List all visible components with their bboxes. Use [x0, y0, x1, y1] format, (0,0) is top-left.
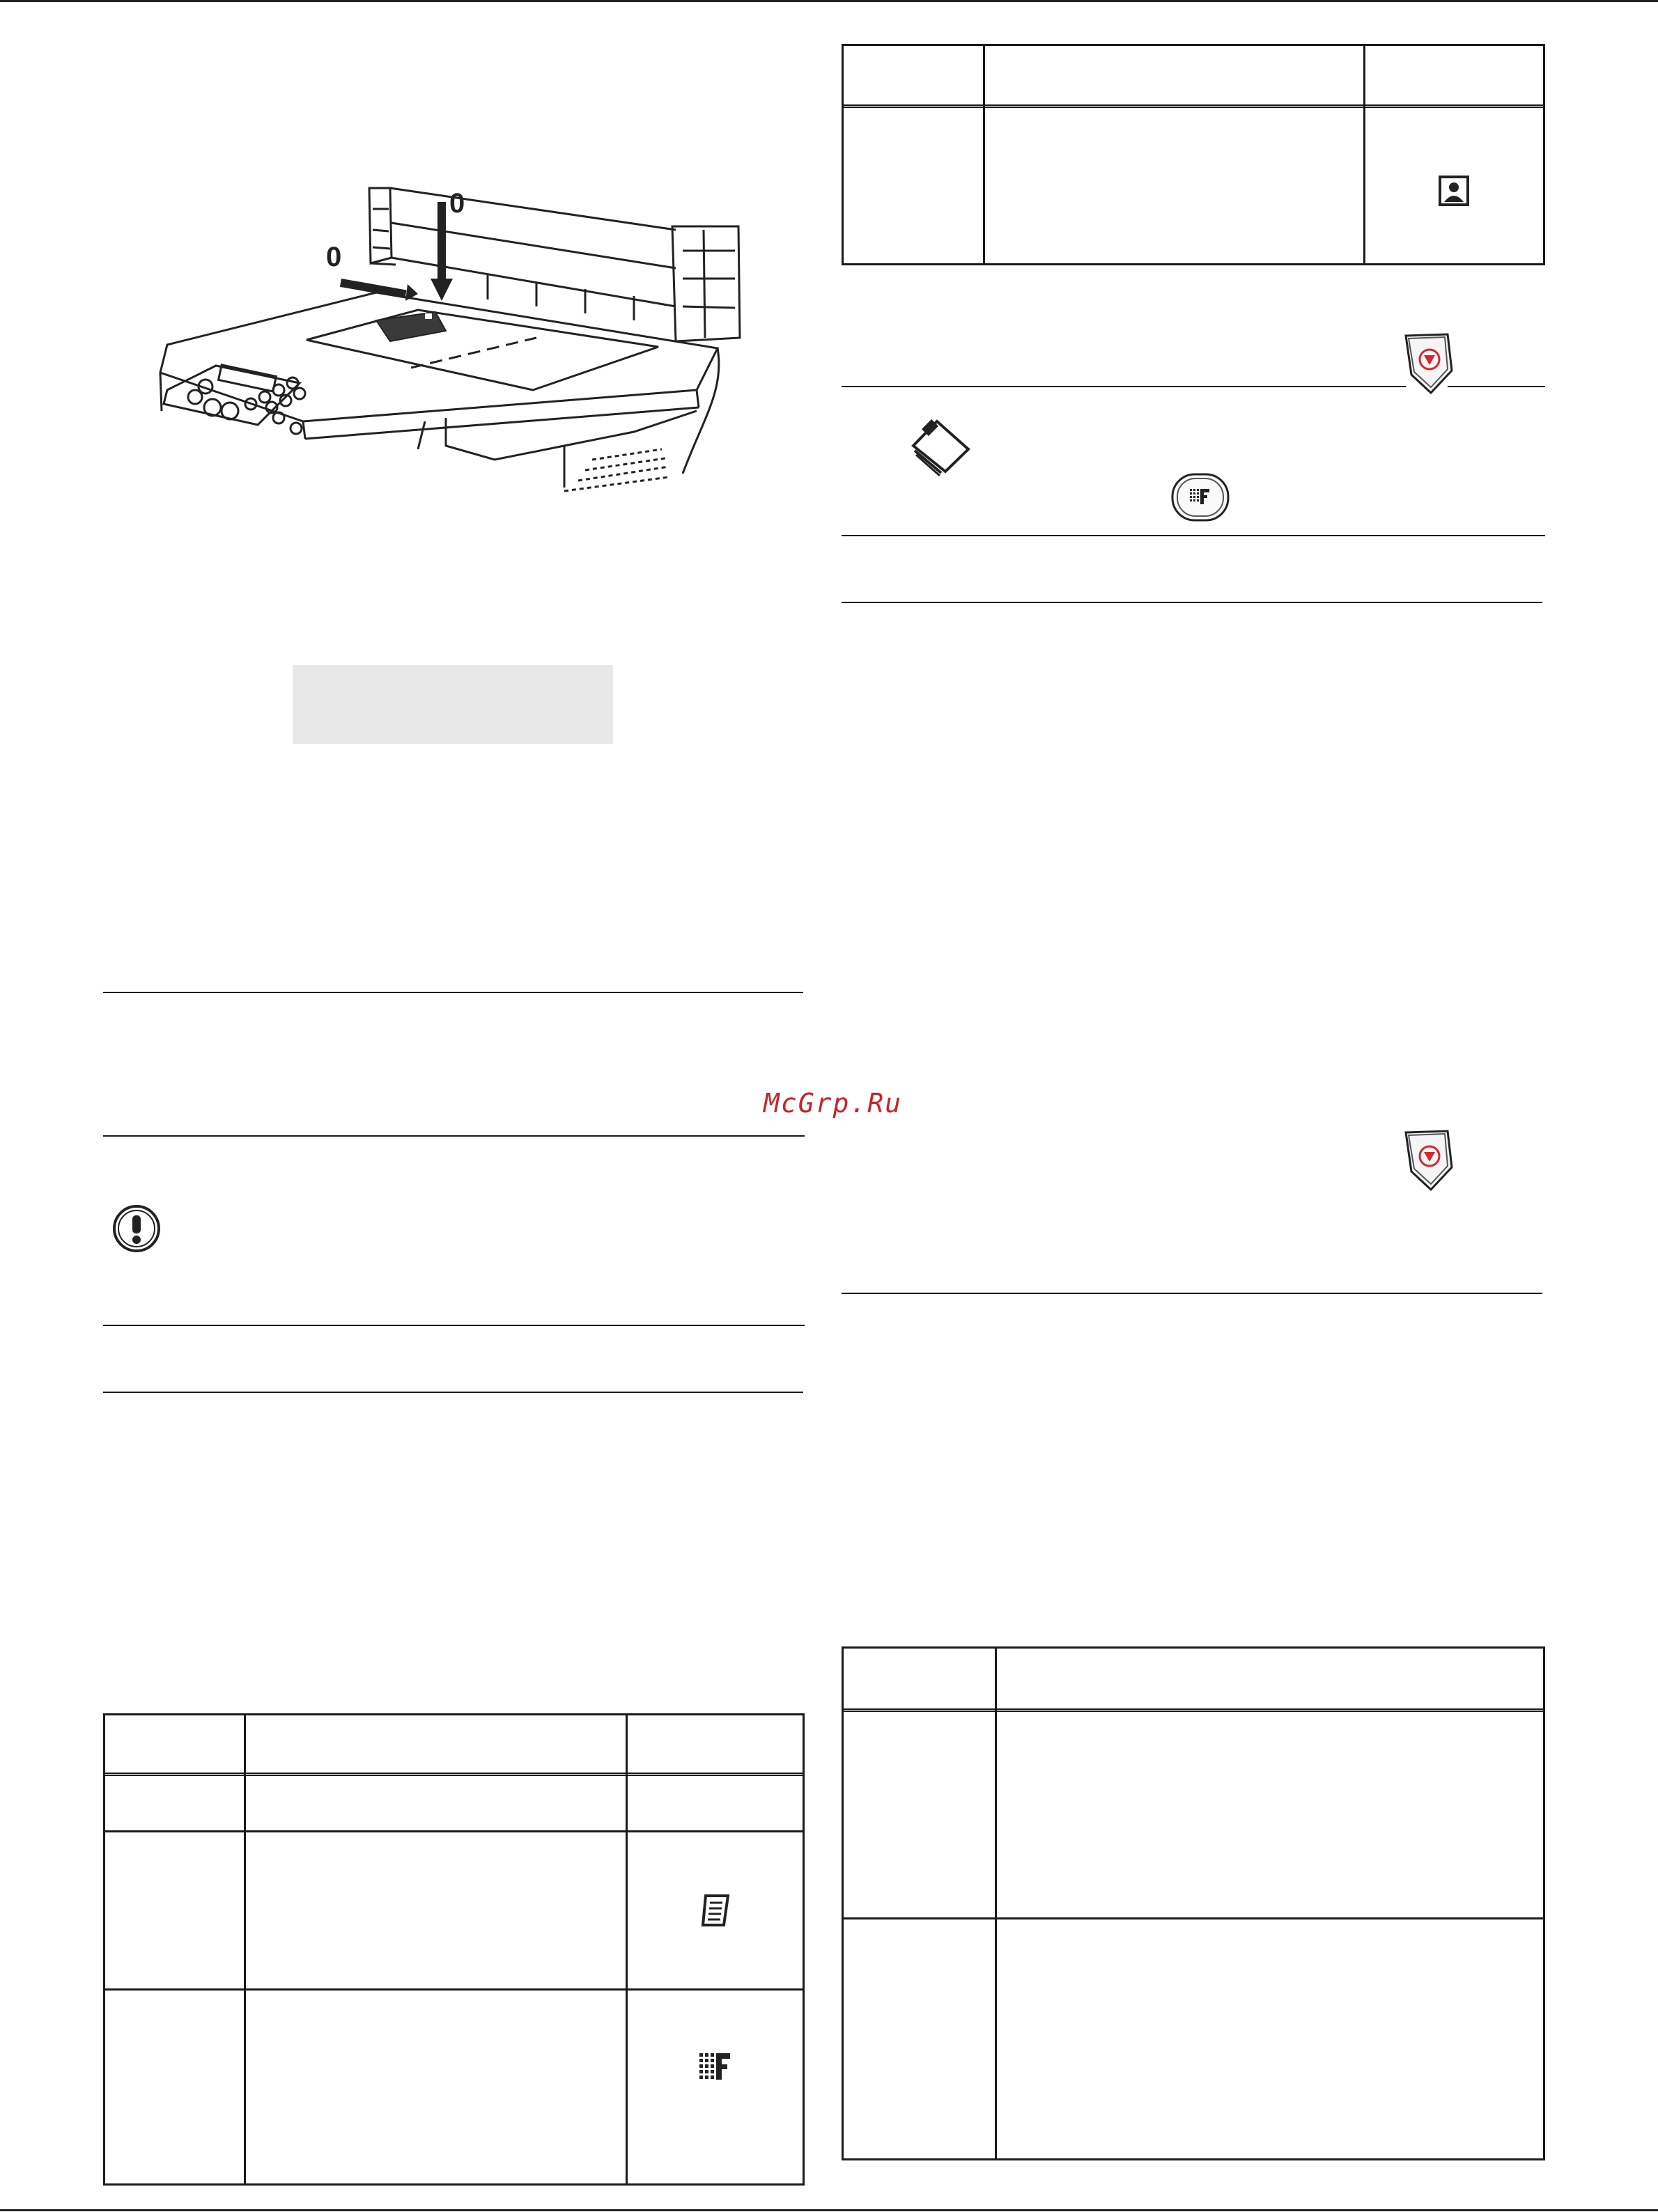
- contrast-table: [842, 44, 1545, 265]
- right-divider-4: [842, 1293, 1542, 1294]
- scanner-glass-illustration: [146, 181, 759, 508]
- page-top-rule: [0, 0, 1658, 2]
- stop-button-icon: [1402, 1128, 1456, 1192]
- fine-resolution-icon: [698, 2050, 731, 2084]
- right-divider-2: [842, 535, 1545, 536]
- notepad-note-icon: [909, 414, 972, 477]
- page-bottom-rule: [0, 2209, 1658, 2211]
- exclamation-warning-icon: [111, 1204, 162, 1254]
- right-divider-3: [842, 602, 1542, 603]
- table-column-divider: [244, 1713, 246, 2186]
- arrow-label-left: 0: [326, 242, 342, 272]
- left-divider-4: [103, 1392, 803, 1393]
- table-header-separator: [842, 1708, 1545, 1712]
- table-column-divider: [983, 44, 985, 265]
- table-row-separator: [103, 1988, 805, 1991]
- display-panel-box: [293, 665, 613, 744]
- settings-table: [842, 1646, 1545, 2160]
- table-row-separator: [103, 1830, 805, 1832]
- right-divider-1b: [1448, 386, 1545, 387]
- photo-mode-icon: [1439, 176, 1469, 206]
- table-column-divider: [1363, 44, 1365, 265]
- fine-resolution-button-icon: [1170, 472, 1230, 522]
- resolution-table: [103, 1713, 805, 2186]
- watermark: McGrp.Ru: [764, 1088, 903, 1119]
- table-header-separator: [842, 104, 1545, 108]
- right-divider-1: [842, 386, 1406, 387]
- arrow-label-top: 0: [449, 188, 465, 219]
- left-divider-1: [103, 992, 803, 993]
- left-divider-2: [103, 1135, 805, 1137]
- table-column-divider: [995, 1646, 997, 2160]
- table-row-separator: [842, 1917, 1545, 1919]
- text-document-icon: [700, 1893, 731, 1929]
- table-column-divider: [626, 1713, 628, 2186]
- table-header-separator: [103, 1773, 805, 1776]
- left-divider-3: [103, 1325, 805, 1326]
